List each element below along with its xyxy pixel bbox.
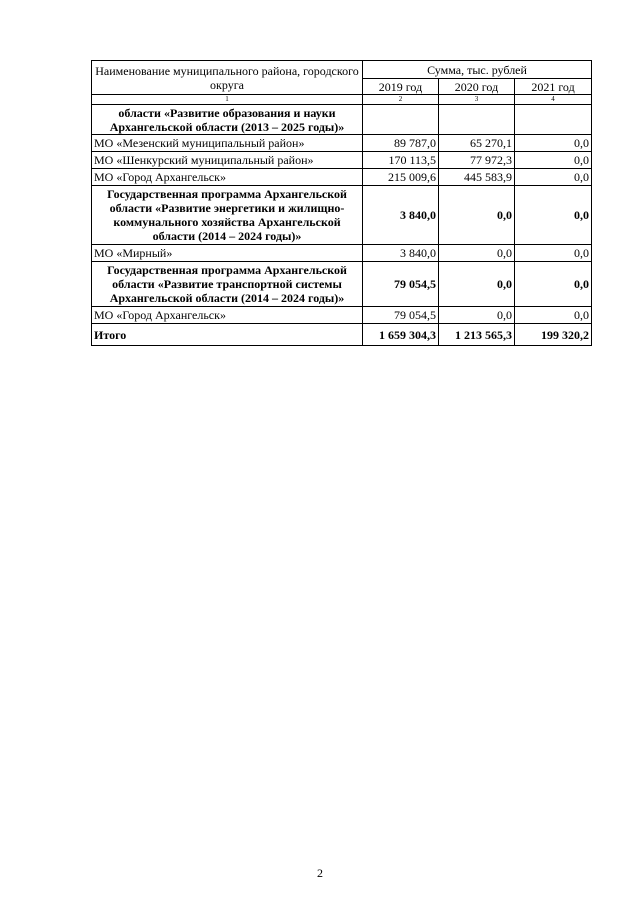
- program-row: [92, 105, 592, 135]
- municipality-name: МО «Город Архангельск»: [92, 169, 363, 186]
- value-2020: 0,0: [439, 186, 515, 245]
- value-2019: 170 113,5: [363, 152, 439, 169]
- total-label: Итого: [92, 324, 363, 346]
- value-2020: 445 583,9: [439, 169, 515, 186]
- header-row: [92, 61, 592, 79]
- municipality-row: [92, 307, 592, 324]
- total-2021: 199 320,2: [515, 324, 592, 346]
- header-year-2019: 2019 год: [363, 79, 439, 95]
- value-2019: [363, 105, 439, 135]
- value-2019: 3 840,0: [363, 245, 439, 262]
- value-2019: 79 054,5: [363, 262, 439, 307]
- column-number: 2: [363, 95, 439, 105]
- municipality-row: [92, 152, 592, 169]
- value-2020: 77 972,3: [439, 152, 515, 169]
- municipality-row: [92, 169, 592, 186]
- header-sum-cell: Сумма, тыс. рублей: [363, 61, 592, 79]
- municipality-row: [92, 135, 592, 152]
- column-number: 1: [92, 95, 363, 105]
- header-name-cell: Наименование муниципального района, городского округа: [92, 61, 363, 95]
- program-name: Государственная программа Архангельской области «Развитие транспортной системы Архангельской области (2014 – 2024 годы)»: [92, 262, 363, 307]
- program-name: области «Развитие образования и науки Архангельской области (2013 – 2025 годы)»: [92, 105, 363, 135]
- municipality-name: МО «Город Архангельск»: [92, 307, 363, 324]
- total-2019: 1 659 304,3: [363, 324, 439, 346]
- value-2021: [515, 105, 592, 135]
- value-2021: 0,0: [515, 262, 592, 307]
- value-2021: 0,0: [515, 245, 592, 262]
- header-year-2020: 2020 год: [439, 79, 515, 95]
- value-2019: 215 009,6: [363, 169, 439, 186]
- value-2021: 0,0: [515, 307, 592, 324]
- program-row: [92, 262, 592, 307]
- value-2020: 0,0: [439, 245, 515, 262]
- column-number: 4: [515, 95, 592, 105]
- budget-table: [91, 60, 592, 346]
- program-row: [92, 186, 592, 245]
- total-row: [92, 324, 592, 346]
- total-2020: 1 213 565,3: [439, 324, 515, 346]
- municipality-row: [92, 245, 592, 262]
- program-name: Государственная программа Архангельской области «Развитие энергетики и жилищно-коммунального хозяйства Архангельской области (2014 – 2024 годы)»: [92, 186, 363, 245]
- municipality-name: МО «Мезенский муниципальный район»: [92, 135, 363, 152]
- value-2020: 0,0: [439, 307, 515, 324]
- page-number: 2: [317, 866, 323, 880]
- value-2021: 0,0: [515, 186, 592, 245]
- value-2021: 0,0: [515, 152, 592, 169]
- column-number: 3: [439, 95, 515, 105]
- value-2019: 3 840,0: [363, 186, 439, 245]
- value-2020: 65 270,1: [439, 135, 515, 152]
- municipality-name: МО «Шенкурский муниципальный район»: [92, 152, 363, 169]
- value-2021: 0,0: [515, 169, 592, 186]
- header-year-2021: 2021 год: [515, 79, 592, 95]
- value-2021: 0,0: [515, 135, 592, 152]
- column-number-row: [92, 95, 592, 105]
- municipality-name: МО «Мирный»: [92, 245, 363, 262]
- value-2020: 0,0: [439, 262, 515, 307]
- value-2020: [439, 105, 515, 135]
- value-2019: 89 787,0: [363, 135, 439, 152]
- value-2019: 79 054,5: [363, 307, 439, 324]
